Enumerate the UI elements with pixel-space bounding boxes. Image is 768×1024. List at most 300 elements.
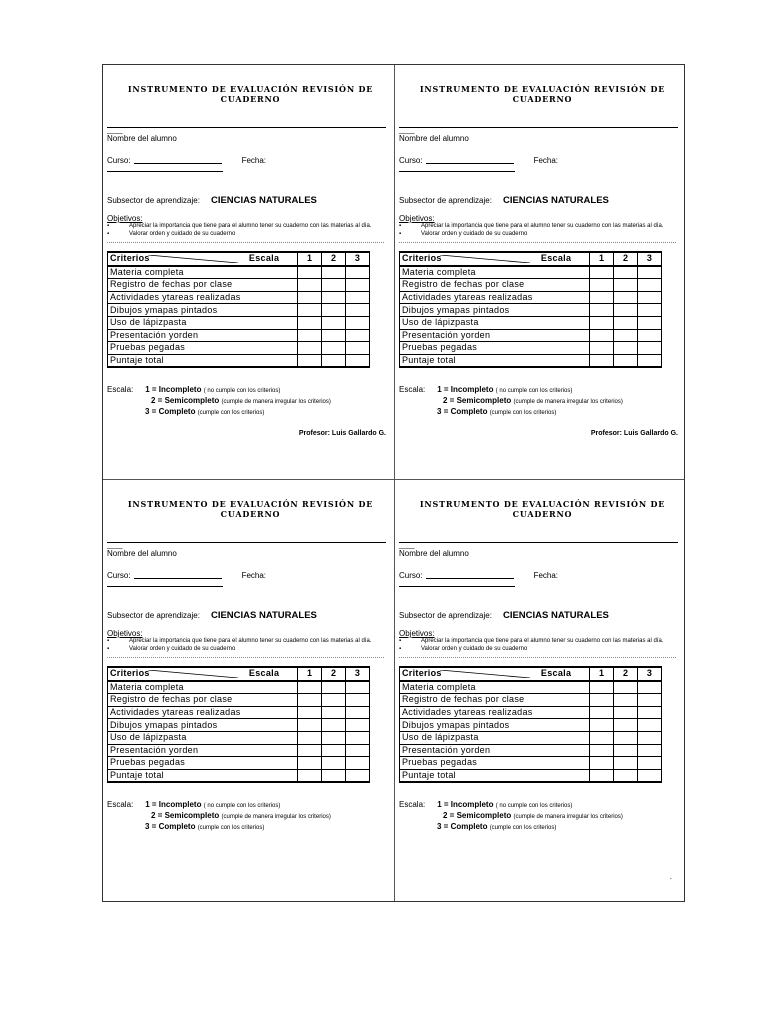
score-cell[interactable] (590, 304, 614, 317)
score-cell[interactable] (298, 744, 322, 757)
dotted-separator (107, 657, 384, 666)
rubric-row (400, 291, 662, 304)
criterion-label: Materia completa (108, 681, 298, 694)
escala-legend (399, 800, 686, 833)
score-cell[interactable] (346, 694, 370, 707)
escala-key-1: 1 = Incompleto (145, 385, 202, 395)
score-cell[interactable] (298, 342, 322, 355)
objetivo-item: ▪ Apreciar la importancia que tiene para el alumno tener su cuaderno con las materias al día. (107, 223, 394, 231)
rubric-row (400, 719, 662, 732)
score-cell[interactable] (298, 304, 322, 317)
score-cell[interactable] (638, 706, 662, 719)
criterion-label: Uso de lápizpasta (400, 316, 590, 329)
score-cell[interactable] (638, 757, 662, 770)
score-cell[interactable] (614, 694, 638, 707)
rubric-row (400, 769, 662, 782)
score-cell[interactable] (614, 316, 638, 329)
profesor-signature: Profesor: Luis Gallardo G. (590, 430, 678, 438)
score-cell[interactable] (346, 304, 370, 317)
card-title: INSTRUMENTO DE EVALUACIÓN REVISIÓN DE CUADERNO (127, 84, 374, 104)
criterion-label: Pruebas pegadas (400, 342, 590, 355)
score-cell[interactable] (298, 354, 322, 367)
card-title: INSTRUMENTO DE EVALUACIÓN REVISIÓN DE CUADERNO (419, 499, 666, 519)
criterion-label: Puntaje total (400, 354, 590, 367)
level-header-3: 3 (346, 667, 370, 681)
objetivos-label: Objetivos: (399, 214, 435, 223)
criterion-label: Dibujos ymapas pintados (108, 304, 298, 317)
rubric-header-row (400, 252, 662, 266)
rubric-row (108, 342, 370, 355)
objetivos-list (399, 223, 686, 238)
score-cell[interactable] (346, 279, 370, 292)
escala-key-3: 3 = Completo (145, 407, 196, 417)
curso-blank[interactable] (426, 571, 514, 579)
score-cell[interactable] (322, 316, 346, 329)
score-cell[interactable] (638, 354, 662, 367)
student-name-label: Nombre del alumno (399, 134, 469, 143)
rubric-row (108, 719, 370, 732)
curso-blank[interactable] (134, 156, 222, 164)
escala-desc-2: (cumple de manera irregular los criterios) (513, 399, 623, 406)
score-cell[interactable] (346, 329, 370, 342)
evaluation-sheet (102, 64, 685, 902)
rubric-row (108, 757, 370, 770)
rubric-row (108, 706, 370, 719)
rubric-row (400, 316, 662, 329)
rubric-row (108, 266, 370, 279)
score-cell[interactable] (298, 719, 322, 732)
score-cell[interactable] (590, 769, 614, 782)
escala-desc-3: (cumple con los criterios) (489, 825, 557, 832)
rubric-table (399, 251, 662, 368)
rubric-row (400, 694, 662, 707)
level-header-2: 2 (614, 252, 638, 266)
escala-label: Escala: (399, 385, 426, 395)
score-cell[interactable] (590, 694, 614, 707)
objetivo-item: ▪ Apreciar la importancia que tiene para el alumno tener su cuaderno con las materias al día. (399, 638, 686, 646)
score-cell[interactable] (590, 354, 614, 367)
criterion-label: Dibujos ymapas pintados (400, 719, 590, 732)
rubric-row (400, 757, 662, 770)
score-cell[interactable] (614, 769, 638, 782)
rubric-table (107, 666, 370, 783)
fecha-label: Fecha: (533, 571, 559, 580)
rubric-row (108, 329, 370, 342)
score-cell[interactable] (638, 681, 662, 694)
escala-header: Escala (540, 253, 572, 263)
escala-desc-1: ( no cumple con los criterios) (495, 803, 573, 810)
diagonal-line (440, 255, 530, 263)
level-header-3: 3 (346, 252, 370, 266)
score-cell[interactable] (322, 329, 346, 342)
score-cell[interactable] (614, 304, 638, 317)
escala-key-1: 1 = Incompleto (145, 800, 202, 810)
rubric-row (400, 266, 662, 279)
criterion-label: Materia completa (108, 266, 298, 279)
criterion-label: Actividades ytareas realizadas (400, 706, 590, 719)
criterion-label: Dibujos ymapas pintados (108, 719, 298, 732)
escala-desc-1: ( no cumple con los criterios) (203, 388, 281, 395)
rubric-row (108, 316, 370, 329)
score-cell[interactable] (590, 681, 614, 694)
criterion-label: Uso de lápizpasta (400, 731, 590, 744)
rubric-row (108, 694, 370, 707)
dotted-separator (107, 242, 384, 251)
escala-legend (399, 385, 686, 418)
student-name-label: Nombre del alumno (107, 134, 177, 143)
escala-label: Escala: (107, 800, 134, 810)
rubric-row (400, 731, 662, 744)
score-cell[interactable] (638, 694, 662, 707)
escala-label: Escala: (107, 385, 134, 395)
score-cell[interactable] (298, 681, 322, 694)
rubric-header-cell (400, 667, 590, 681)
curso-label: Curso: (399, 571, 423, 580)
score-cell[interactable] (346, 719, 370, 732)
rubric-row (400, 706, 662, 719)
criterion-label: Presentación yorden (400, 329, 590, 342)
score-cell[interactable] (638, 744, 662, 757)
escala-key-2: 2 = Semicompleto (443, 396, 512, 406)
subsector-label: Subsector de aprendizaje: (399, 196, 492, 205)
score-cell[interactable] (298, 769, 322, 782)
escala-label: Escala: (399, 800, 426, 810)
curso-label: Curso: (107, 156, 131, 165)
subsector-value: CIENCIAS NATURALES (502, 610, 609, 621)
score-cell[interactable] (638, 769, 662, 782)
rubric-header-row (400, 667, 662, 681)
criterion-label: Uso de lápizpasta (108, 731, 298, 744)
criterion-label: Pruebas pegadas (108, 342, 298, 355)
score-cell[interactable] (590, 719, 614, 732)
dotted-separator (399, 657, 676, 666)
evaluation-card (395, 480, 686, 894)
curso-label: Curso: (107, 571, 131, 580)
criterion-label: Materia completa (400, 266, 590, 279)
student-name-label: Nombre del alumno (399, 549, 469, 558)
score-cell[interactable] (346, 757, 370, 770)
curso-fecha-row (399, 156, 686, 165)
criterios-header: Criterios (402, 253, 442, 263)
criterion-label: Uso de lápizpasta (108, 316, 298, 329)
diagonal-line (148, 670, 238, 678)
score-cell[interactable] (638, 304, 662, 317)
objetivo-item: ▪ Valorar orden y cuidado de su cuaderno (399, 231, 686, 239)
diagonal-line (440, 670, 530, 678)
score-cell[interactable] (298, 757, 322, 770)
score-cell[interactable] (614, 266, 638, 279)
score-cell[interactable] (590, 342, 614, 355)
score-cell[interactable] (614, 757, 638, 770)
profesor-signature: Profesor: Luis Gallardo G. (298, 430, 386, 438)
criterion-label: Presentación yorden (108, 744, 298, 757)
escala-header: Escala (540, 668, 572, 678)
name-line-tail: ____ (107, 127, 123, 134)
score-cell[interactable] (346, 706, 370, 719)
score-cell[interactable] (638, 731, 662, 744)
score-cell[interactable] (298, 266, 322, 279)
rubric-row (400, 744, 662, 757)
score-cell[interactable] (638, 316, 662, 329)
objetivos-label: Objetivos: (399, 629, 435, 638)
rubric-row (108, 731, 370, 744)
score-cell[interactable] (322, 719, 346, 732)
score-cell[interactable] (322, 291, 346, 304)
score-cell[interactable] (298, 279, 322, 292)
objetivo-item: ▪ Valorar orden y cuidado de su cuaderno (399, 646, 686, 654)
escala-desc-2: (cumple de manera irregular los criterios) (221, 814, 331, 821)
criterion-label: Actividades ytareas realizadas (108, 291, 298, 304)
criterion-label: Actividades ytareas realizadas (108, 706, 298, 719)
student-name-label: Nombre del alumno (107, 549, 177, 558)
level-header-2: 2 (614, 667, 638, 681)
criterios-header: Criterios (402, 668, 442, 678)
score-cell[interactable] (614, 744, 638, 757)
curso-fecha-row (107, 571, 394, 580)
score-cell[interactable] (322, 757, 346, 770)
score-cell[interactable] (346, 316, 370, 329)
rubric-row (108, 744, 370, 757)
rubric-row (400, 342, 662, 355)
subsector-label: Subsector de aprendizaje: (399, 611, 492, 620)
score-cell[interactable] (638, 329, 662, 342)
objetivo-item: ▪ Apreciar la importancia que tiene para el alumno tener su cuaderno con las materias al día. (399, 223, 686, 231)
score-cell[interactable] (298, 694, 322, 707)
subsector-row (107, 610, 394, 621)
subsector-value: CIENCIAS NATURALES (210, 610, 317, 621)
subsector-label: Subsector de aprendizaje: (107, 611, 200, 620)
rubric-table (107, 251, 370, 368)
score-cell[interactable] (298, 316, 322, 329)
subsector-label: Subsector de aprendizaje: (107, 196, 200, 205)
rubric-row (400, 681, 662, 694)
rubric-row (108, 291, 370, 304)
curso-label: Curso: (399, 156, 423, 165)
objetivos-list (107, 223, 394, 238)
criterion-label: Dibujos ymapas pintados (400, 304, 590, 317)
fecha-blank[interactable] (399, 171, 515, 172)
card-title: INSTRUMENTO DE EVALUACIÓN REVISIÓN DE CUADERNO (127, 499, 374, 519)
score-cell[interactable] (322, 354, 346, 367)
evaluation-card (103, 65, 394, 479)
rubric-row (108, 769, 370, 782)
score-cell[interactable] (346, 291, 370, 304)
escala-header: Escala (248, 668, 280, 678)
subsector-value: CIENCIAS NATURALES (210, 195, 317, 206)
score-cell[interactable] (298, 706, 322, 719)
objetivos-label: Objetivos: (107, 629, 143, 638)
score-cell[interactable] (322, 342, 346, 355)
score-cell[interactable] (638, 279, 662, 292)
fecha-label: Fecha: (241, 156, 267, 165)
criterion-label: Puntaje total (108, 354, 298, 367)
score-cell[interactable] (346, 354, 370, 367)
score-cell[interactable] (322, 706, 346, 719)
fecha-label: Fecha: (241, 571, 267, 580)
score-cell[interactable] (590, 291, 614, 304)
score-cell[interactable] (638, 719, 662, 732)
rubric-row (108, 354, 370, 367)
score-cell[interactable] (590, 731, 614, 744)
rubric-row (108, 681, 370, 694)
criterion-label: Registro de fechas por clase (108, 279, 298, 292)
subsector-row (399, 195, 686, 206)
objetivos-list (399, 638, 686, 653)
level-header-3: 3 (638, 667, 662, 681)
page-mark: . (669, 872, 672, 881)
score-cell[interactable] (346, 769, 370, 782)
score-cell[interactable] (590, 266, 614, 279)
escala-key-3: 3 = Completo (437, 407, 488, 417)
score-cell[interactable] (614, 342, 638, 355)
score-cell[interactable] (322, 266, 346, 279)
criterion-label: Puntaje total (400, 769, 590, 782)
escala-legend (107, 385, 394, 418)
score-cell[interactable] (590, 744, 614, 757)
curso-fecha-row (399, 571, 686, 580)
evaluation-card (395, 65, 686, 479)
escala-key-2: 2 = Semicompleto (443, 811, 512, 821)
score-cell[interactable] (298, 291, 322, 304)
objetivos-list (107, 638, 394, 653)
criterion-label: Registro de fechas por clase (400, 694, 590, 707)
fecha-blank[interactable] (107, 586, 223, 587)
escala-desc-2: (cumple de manera irregular los criterios) (221, 399, 331, 406)
escala-desc-1: ( no cumple con los criterios) (203, 803, 281, 810)
subsector-value: CIENCIAS NATURALES (502, 195, 609, 206)
rubric-row (400, 329, 662, 342)
score-cell[interactable] (614, 354, 638, 367)
name-line-tail: ____ (399, 542, 415, 549)
name-line-tail: ____ (107, 542, 123, 549)
rubric-row (400, 279, 662, 292)
criterios-header: Criterios (110, 668, 150, 678)
score-cell[interactable] (590, 757, 614, 770)
score-cell[interactable] (346, 731, 370, 744)
rubric-row (108, 304, 370, 317)
score-cell[interactable] (614, 719, 638, 732)
fecha-blank[interactable] (107, 171, 223, 172)
criterion-label: Presentación yorden (400, 744, 590, 757)
escala-key-1: 1 = Incompleto (437, 385, 494, 395)
objetivo-item: ▪ Valorar orden y cuidado de su cuaderno (107, 646, 394, 654)
score-cell[interactable] (322, 744, 346, 757)
score-cell[interactable] (638, 342, 662, 355)
score-cell[interactable] (322, 304, 346, 317)
diagonal-line (148, 255, 238, 263)
score-cell[interactable] (638, 266, 662, 279)
escala-legend (107, 800, 394, 833)
criterion-label: Presentación yorden (108, 329, 298, 342)
level-header-1: 1 (298, 252, 322, 266)
score-cell[interactable] (322, 279, 346, 292)
subsector-row (399, 610, 686, 621)
escala-key-2: 2 = Semicompleto (151, 396, 220, 406)
rubric-row (108, 279, 370, 292)
name-line-tail: ____ (399, 127, 415, 134)
score-cell[interactable] (346, 266, 370, 279)
score-cell[interactable] (346, 744, 370, 757)
escala-desc-3: (cumple con los criterios) (489, 410, 557, 417)
rubric-header-cell (400, 252, 590, 266)
score-cell[interactable] (322, 694, 346, 707)
rubric-row (400, 304, 662, 317)
criterion-label: Materia completa (400, 681, 590, 694)
escala-desc-1: ( no cumple con los criterios) (495, 388, 573, 395)
dotted-separator (399, 242, 676, 251)
score-cell[interactable] (614, 329, 638, 342)
objetivo-item: ▪ Apreciar la importancia que tiene para el alumno tener su cuaderno con las materias al día. (107, 638, 394, 646)
level-header-2: 2 (322, 667, 346, 681)
criterion-label: Pruebas pegadas (400, 757, 590, 770)
score-cell[interactable] (590, 279, 614, 292)
criterion-label: Actividades ytareas realizadas (400, 291, 590, 304)
fecha-label: Fecha: (533, 156, 559, 165)
score-cell[interactable] (322, 731, 346, 744)
score-cell[interactable] (614, 706, 638, 719)
rubric-table (399, 666, 662, 783)
level-header-2: 2 (322, 252, 346, 266)
score-cell[interactable] (322, 769, 346, 782)
score-cell[interactable] (614, 681, 638, 694)
criterios-header: Criterios (110, 253, 150, 263)
score-cell[interactable] (614, 731, 638, 744)
score-cell[interactable] (322, 681, 346, 694)
level-header-1: 1 (298, 667, 322, 681)
criterion-label: Pruebas pegadas (108, 757, 298, 770)
rubric-row (400, 354, 662, 367)
level-header-3: 3 (638, 252, 662, 266)
curso-blank[interactable] (134, 571, 222, 579)
escala-desc-3: (cumple con los criterios) (197, 410, 265, 417)
score-cell[interactable] (298, 731, 322, 744)
score-cell[interactable] (614, 279, 638, 292)
fecha-blank[interactable] (399, 586, 515, 587)
criterion-label: Registro de fechas por clase (108, 694, 298, 707)
score-cell[interactable] (298, 329, 322, 342)
rubric-header-cell (108, 252, 298, 266)
objetivo-item: ▪ Valorar orden y cuidado de su cuaderno (107, 231, 394, 239)
rubric-header-row (108, 667, 370, 681)
escala-key-3: 3 = Completo (145, 822, 196, 832)
score-cell[interactable] (590, 316, 614, 329)
criterion-label: Puntaje total (108, 769, 298, 782)
escala-key-3: 3 = Completo (437, 822, 488, 832)
level-header-1: 1 (590, 252, 614, 266)
escala-header: Escala (248, 253, 280, 263)
rubric-header-row (108, 252, 370, 266)
escala-desc-2: (cumple de manera irregular los criterios) (513, 814, 623, 821)
score-cell[interactable] (614, 291, 638, 304)
card-title: INSTRUMENTO DE EVALUACIÓN REVISIÓN DE CUADERNO (419, 84, 666, 104)
rubric-header-cell (108, 667, 298, 681)
score-cell[interactable] (346, 681, 370, 694)
score-cell[interactable] (590, 329, 614, 342)
curso-blank[interactable] (426, 156, 514, 164)
objetivos-label: Objetivos: (107, 214, 143, 223)
score-cell[interactable] (590, 706, 614, 719)
curso-fecha-row (107, 156, 394, 165)
score-cell[interactable] (638, 291, 662, 304)
escala-key-2: 2 = Semicompleto (151, 811, 220, 821)
evaluation-card (103, 480, 394, 894)
subsector-row (107, 195, 394, 206)
level-header-1: 1 (590, 667, 614, 681)
escala-desc-3: (cumple con los criterios) (197, 825, 265, 832)
escala-key-1: 1 = Incompleto (437, 800, 494, 810)
score-cell[interactable] (346, 342, 370, 355)
criterion-label: Registro de fechas por clase (400, 279, 590, 292)
